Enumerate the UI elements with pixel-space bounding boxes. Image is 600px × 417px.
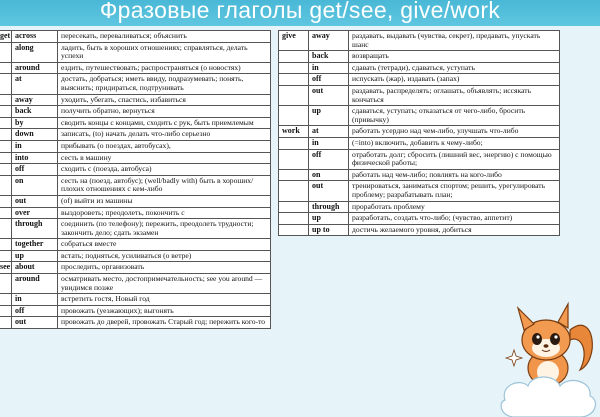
table-row (279, 85, 560, 105)
meaning-cell: раздавать, выдавать (чувства, секрет), предавать, упускать шанс (349, 31, 560, 51)
table-row (0, 164, 271, 176)
table-row (279, 213, 560, 225)
table-row (0, 219, 271, 239)
particle-cell: about (12, 262, 58, 274)
particle-cell: down (12, 129, 58, 141)
verb-cell (0, 117, 12, 129)
verb-cell (0, 62, 12, 74)
particle-cell: at (12, 74, 58, 94)
verb-cell (279, 62, 309, 74)
verb-cell (0, 152, 12, 164)
meaning-cell: раздавать, распределять; оглашать, объявлять; иссякать кончаться (349, 85, 560, 105)
table-row (0, 106, 271, 118)
particle-cell: by (12, 117, 58, 129)
meaning-cell: отработать долг; сбросить (лишний вес, энергию) с помощью физической работы; (349, 149, 560, 169)
meaning-cell: ездить, путешествовать; распространяться (о новостях) (58, 62, 271, 74)
particle-cell: around (12, 62, 58, 74)
table-row (279, 169, 560, 181)
meaning-cell: провожать (уезжающих); выгонять (58, 305, 271, 317)
table-row (279, 126, 560, 138)
table-row (279, 149, 560, 169)
meaning-cell: ладить, быть в хороших отношениях; справляться, делать успехи (58, 42, 271, 62)
meaning-cell: сесть в машину (58, 152, 271, 164)
table-row (0, 207, 271, 219)
particle-cell: through (12, 219, 58, 239)
table-row (0, 262, 271, 274)
verb-cell (279, 201, 309, 213)
meaning-cell: встать; подняться, усиливаться (о ветре) (58, 250, 271, 262)
table-row (279, 51, 560, 63)
verb-cell (0, 74, 12, 94)
page-title: Фразовые глаголы get/see, give/work (99, 0, 501, 23)
verb-cell (279, 169, 309, 181)
verb-cell (0, 164, 12, 176)
table-row (0, 129, 271, 141)
table-row (0, 195, 271, 207)
verb-cell (0, 140, 12, 152)
particle-cell: back (12, 106, 58, 118)
particle-cell: out (12, 317, 58, 329)
table-row (279, 106, 560, 126)
particle-cell: up (309, 106, 349, 126)
verb-cell (279, 213, 309, 225)
meaning-cell: соединить (по телефону); пережить, преодолеть трудности; закончить дело; сдать экзамен (58, 219, 271, 239)
verb-cell (0, 305, 12, 317)
particle-cell: off (12, 164, 58, 176)
particle-cell: along (12, 42, 58, 62)
particle-cell: out (12, 195, 58, 207)
meaning-cell: сесть на (поезд, автобус); (well/badly with) быть в хороших/плохих отношениях с кем-либо (58, 175, 271, 195)
particle-cell: out (309, 85, 349, 105)
meaning-cell: возвращать (349, 51, 560, 63)
verb-cell (0, 94, 12, 106)
verb-cell (0, 42, 12, 62)
particle-cell: at (309, 126, 349, 138)
verb-cell (279, 74, 309, 86)
meaning-cell: собраться вместе (58, 239, 271, 251)
meaning-cell: сводить концы с концами, сходить с рук, быть приемлемым (58, 117, 271, 129)
verb-cell (0, 175, 12, 195)
meaning-cell: сходить с (поезда, автобуса) (58, 164, 271, 176)
table-row (279, 74, 560, 86)
left-verb-table (0, 30, 271, 329)
verb-cell: work (279, 126, 309, 138)
verb-cell (0, 317, 12, 329)
particle-cell: in (12, 140, 58, 152)
meaning-cell: достать, добраться; иметь ввиду, подразумевать; понять, выяснить; придираться, подтрунивать (58, 74, 271, 94)
verb-cell (0, 239, 12, 251)
meaning-cell: (=into) включить, добавить к чему-либо; (349, 137, 560, 149)
meaning-cell: достичь желаемого уровня, добиться (349, 224, 560, 236)
table-row (279, 137, 560, 149)
table-row (0, 140, 271, 152)
particle-cell: back (309, 51, 349, 63)
right-table-body (279, 31, 560, 236)
verb-cell (279, 51, 309, 63)
right-verb-table (278, 30, 560, 236)
particle-cell: across (12, 31, 58, 43)
particle-cell: over (12, 207, 58, 219)
particle-cell: away (309, 31, 349, 51)
table-row (279, 201, 560, 213)
particle-cell: off (309, 74, 349, 86)
particle-cell: away (12, 94, 58, 106)
verb-cell (0, 129, 12, 141)
table-row (0, 317, 271, 329)
table-row (279, 224, 560, 236)
verb-cell (0, 195, 12, 207)
verb-cell: see (0, 262, 12, 274)
verb-cell (279, 106, 309, 126)
meaning-cell: встретить гостя, Новый год (58, 294, 271, 306)
left-table-body (0, 31, 271, 329)
meaning-cell: получить обратно, вернуться (58, 106, 271, 118)
meaning-cell: провожать до дверей, провожать Старый год; пережить кого-то (58, 317, 271, 329)
particle-cell: through (309, 201, 349, 213)
particle-cell: around (12, 274, 58, 294)
particle-cell: in (309, 62, 349, 74)
particle-cell: up (309, 213, 349, 225)
verb-cell (0, 274, 12, 294)
meaning-cell: проработать проблему (349, 201, 560, 213)
meaning-cell: пересекать, переваливаться; объяснить (58, 31, 271, 43)
meaning-cell: (of) выйти из машины (58, 195, 271, 207)
particle-cell: together (12, 239, 58, 251)
verb-cell (279, 137, 309, 149)
meaning-cell: сдавать (тетради), сдаваться, уступать (349, 62, 560, 74)
table-row (0, 31, 271, 43)
table-row (0, 250, 271, 262)
particle-cell: on (12, 175, 58, 195)
verb-cell (0, 219, 12, 239)
verb-cell (0, 207, 12, 219)
verb-cell (0, 294, 12, 306)
title-banner (0, 0, 600, 26)
verb-cell: get (0, 31, 12, 43)
particle-cell: on (309, 169, 349, 181)
verb-cell (279, 224, 309, 236)
particle-cell: in (12, 294, 58, 306)
particle-cell: out (309, 181, 349, 201)
verb-cell (0, 250, 12, 262)
particle-cell: off (12, 305, 58, 317)
table-row (0, 42, 271, 62)
meaning-cell: работать над чем-либо; повлиять на кого-либо (349, 169, 560, 181)
meaning-cell: сдаваться, уступать; отказаться от чего-либо, бросить (привычку) (349, 106, 560, 126)
verb-cell (279, 149, 309, 169)
table-row (0, 305, 271, 317)
table-row (0, 152, 271, 164)
particle-cell: up to (309, 224, 349, 236)
table-row (0, 175, 271, 195)
particle-cell: in (309, 137, 349, 149)
particle-cell: off (309, 149, 349, 169)
meaning-cell: разработать, создать что-либо; (чувство, аппетит) (349, 213, 560, 225)
table-row (0, 74, 271, 94)
particle-cell: into (12, 152, 58, 164)
table-row (0, 62, 271, 74)
meaning-cell: проследить, организовать (58, 262, 271, 274)
verb-cell (0, 106, 12, 118)
table-row (279, 181, 560, 201)
particle-cell: up (12, 250, 58, 262)
meaning-cell: уходить, убегать, спастись, избавиться (58, 94, 271, 106)
verb-cell: give (279, 31, 309, 51)
table-row (0, 94, 271, 106)
table-row (0, 274, 271, 294)
verb-cell (279, 181, 309, 201)
table-row (0, 117, 271, 129)
meaning-cell: работать усердно над чем-либо, улучшать что-либо (349, 126, 560, 138)
meaning-cell: выздороветь; преодолеть, покончить с (58, 207, 271, 219)
verb-cell (279, 85, 309, 105)
table-row (279, 62, 560, 74)
table-row (0, 294, 271, 306)
squirrel-mascot-icon (500, 290, 600, 417)
table-row (0, 239, 271, 251)
meaning-cell: тренироваться, заниматься спортом; решить, урегулировать проблему; разрабатывать план; (349, 181, 560, 201)
meaning-cell: осматривать место, достопримечательность; see you around — увидимся позже (58, 274, 271, 294)
meaning-cell: записать, (to) начать делать что-либо серьезно (58, 129, 271, 141)
meaning-cell: испускать (жар), издавать (запах) (349, 74, 560, 86)
table-row (279, 31, 560, 51)
meaning-cell: прибывать (о поездах, автобусах), (58, 140, 271, 152)
